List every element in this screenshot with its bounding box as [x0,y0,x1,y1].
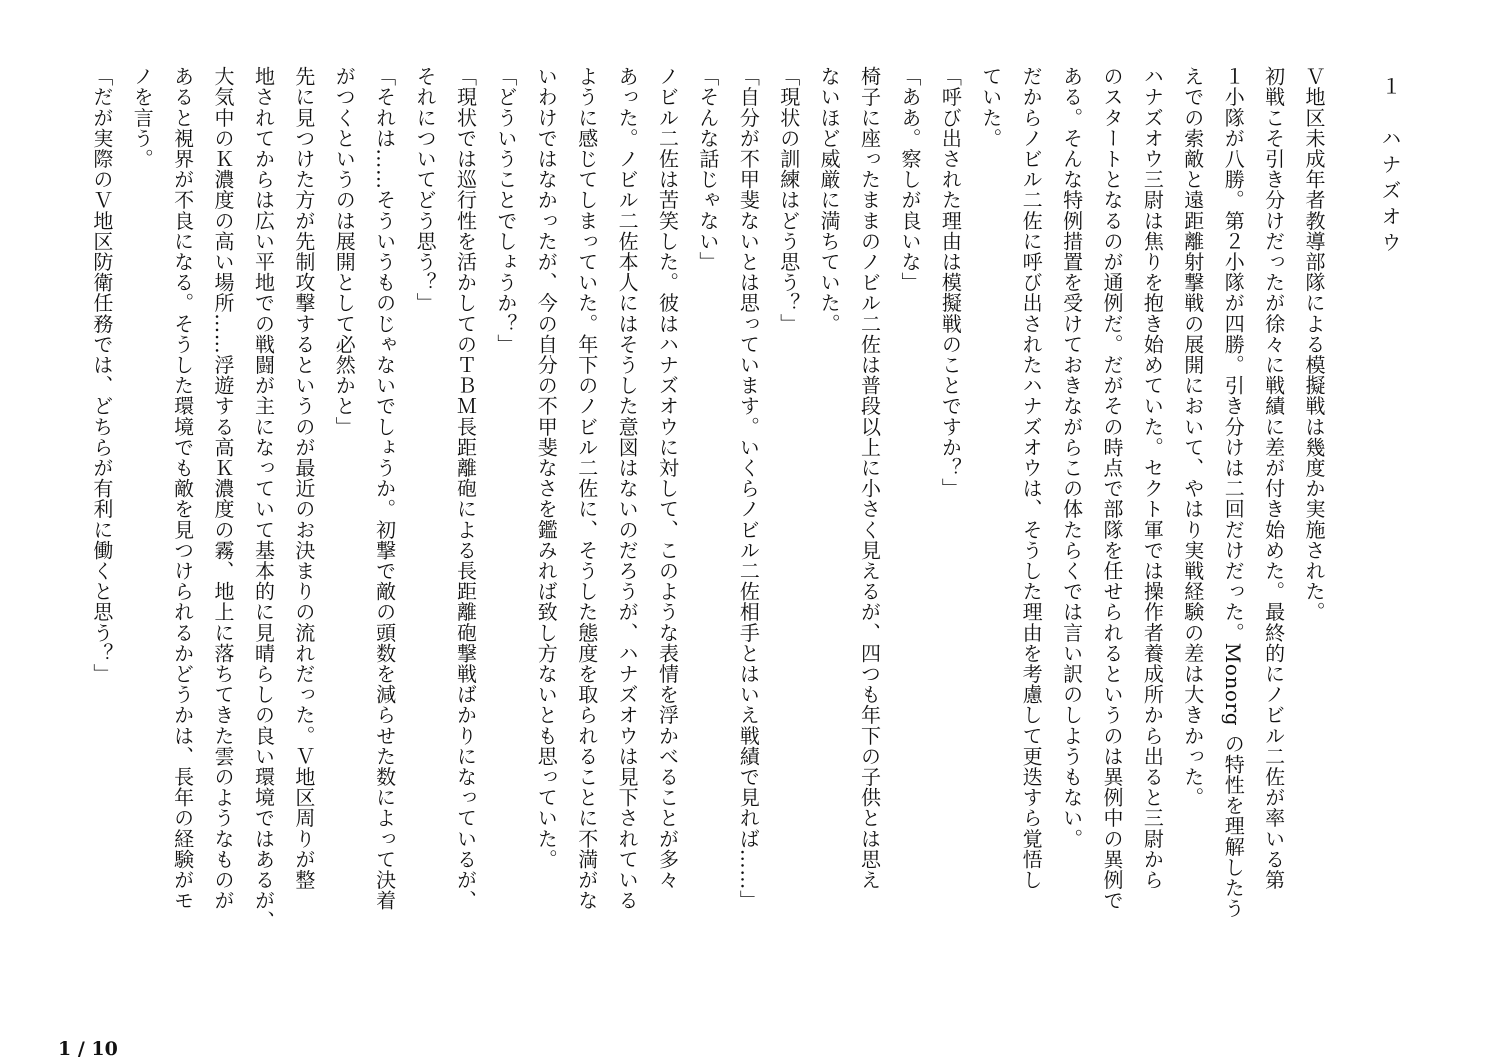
text-line: 「それは……そういうものじゃないでしょうか。初撃で敵の頭数を減らせた数によって決着 [372,66,397,911]
text-line: それについてどう思う？」 [413,66,438,314]
text-line: 「どういうことでしょうか？」 [493,66,518,355]
text-line: Ｖ地区未成年者教導部隊による模擬戦は幾度か実施された。 [1302,66,1326,623]
text-line: いわけではなかったが、今の自分の不甲斐なさを鑑みれば致し方ないとも思っていた。 [534,66,559,870]
text-line: ノを言う。 [130,66,155,169]
text-line: 「だが実際のＶ地区防衛任務では、どちらが有利に働くと思う？」 [89,66,114,684]
body-text [81,66,1334,966]
text-line: ように感じてしまっていた。年下のノビル二佐に、そうした態度を取られることに不満がな [574,66,599,911]
text-line: 「ああ。察しが良いな」 [897,66,922,293]
text-line: 「呼び出された理由は模擬戦のことですか？」 [938,66,963,499]
chapter-title: １ ハナズオウ [1378,76,1402,258]
text-line: 「自分が不甲斐ないとは思っています。いくらノビル二佐相手とはいえ戦績で見れば……」 [736,66,761,911]
text-line: 「現状では巡行性を活かしてのＴＢＭ長距離砲による長距離砲撃戦ばかりになっているが、 [453,66,478,911]
text-line: だからノビル二佐に呼び出されたハナズオウは、そうした理由を考慮して更迭すら覚悟し [1019,66,1044,890]
text-line: あった。ノビル二佐本人にはそうした意図はないのだろうが、ハナズオウは見下されている [615,66,640,911]
text-line: ノビル二佐は苦笑した。彼はハナズオウに対して、このような表情を浮かべることが多々 [655,66,680,890]
text-line: １小隊が八勝。第２小隊が四勝。引き分けは二回だけだった。Monorg の特性を理解したう [1221,66,1246,919]
text-line: えでの索敵と遠距離射撃戦の展開において、やはり実戦経験の差は大きかった。 [1180,66,1205,808]
text-line: 椅子に座ったままのノビル二佐は普段以上に小さく見えるが、四つも年下の子供とは思え [857,66,882,890]
text-line: 初戦こそ引き分けだったが徐々に戦績に差が付き始めた。最終的にノビル二佐が率いる第 [1261,66,1286,890]
text-line: あると視界が不良になる。そうした環境でも敵を見つけられるかどうかは、長年の経験がモ [170,66,195,911]
text-line: ていた。 [978,66,1003,149]
text-line: 「そんな話じゃない」 [695,66,720,272]
page-number: 1 / 10 [58,1038,118,1060]
text-line: がつくというのは展開として必然かと」 [332,66,357,437]
text-line: 大気中のＫ濃度の高い場所……浮遊する高Ｋ濃度の霧、地上に落ちてきた雲のようなものが [211,66,236,911]
text-line: ある。そんな特例措置を受けておきながらこの体たらくでは言い訳のしようもない。 [1059,66,1084,849]
text-line: 地されてからは広い平地での戦闘が主になっていて基本的に見晴らしの良い環境ではあるが、 [251,66,276,932]
text-line: 「現状の訓練はどう思う？」 [776,66,801,334]
text-line: ないほど威厳に満ちていた。 [817,66,842,334]
text-line: のスタートとなるのが通例だ。だがその時点で部隊を任せられるというのは異例中の異例で [1099,66,1124,911]
text-line: ハナズオウ三尉は焦りを抱き始めていた。セクト軍では操作者養成所から出ると三尉から [1140,66,1165,890]
text-line: 先に見つけた方が先制攻撃するというのが最近のお決まりの流れだった。Ｖ地区周りが整 [291,66,316,890]
